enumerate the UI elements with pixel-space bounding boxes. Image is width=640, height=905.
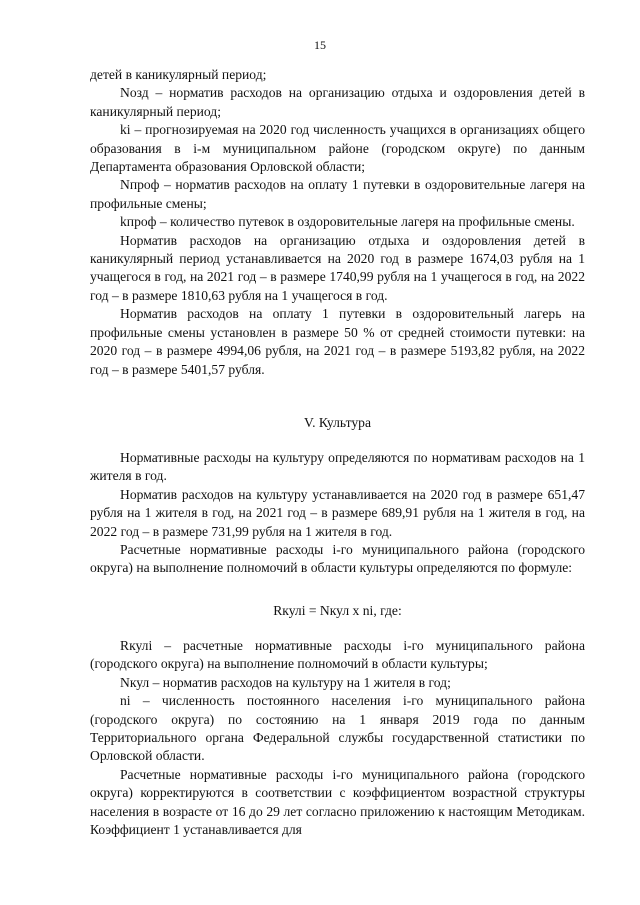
paragraph-def-rkul: Rкулi – расчетные нормативные расходы i-го муниципального района (городского округа) на выполнение полномочий в области культуры; bbox=[90, 638, 585, 672]
paragraph-continuation: детей в каникулярный период; bbox=[90, 67, 267, 82]
paragraph-def-ki: ki – прогнозируемая на 2020 год численность учащихся в организациях общего образования в i-м муниципальном районе (городском округе) по данным Департамента образования Орловской области; bbox=[90, 122, 585, 175]
text-block-education bbox=[90, 66, 585, 379]
paragraph-culture-intro: Нормативные расходы на культуру определяются по нормативам расходов на 1 жителя в год. bbox=[90, 450, 585, 484]
paragraph-def-nkul: Nкул – норматив расходов на культуру на 1 жителя в год; bbox=[120, 674, 451, 690]
paragraph-correction: Расчетные нормативные расходы i-го муниципального района (городского округа) корректируются в соответствии с коэффициентом возрастной структуры населения в возрасте от 16 до 29 лет согласно приложению к настоящим Методикам. Коэффициент 1 устанавливается для bbox=[90, 766, 585, 838]
section-heading: V. Культура bbox=[304, 415, 371, 430]
paragraph-def-nozd: Nозд – норматив расходов на организацию отдыха и оздоровления детей в каникулярный период; bbox=[90, 85, 585, 119]
paragraph-def-ni: ni – численность постоянного населения i-го муниципального района (городского округа) по состоянию на 1 января 2019 года по данным Территориального органа Федеральной службы государственной статистики по Орловской области. bbox=[90, 693, 585, 764]
paragraph-norm-rest: Норматив расходов на организацию отдыха и оздоровления детей в каникулярный период устанавливается на 2020 год в размере 1674,03 рубля на 1 учащегося в год, на 2021 год – в размере 1740,99 рубля на 1 учащегося в год, на 2022 год – в размере 1810,63 рубля на 1 учащегося в год. bbox=[90, 232, 585, 303]
paragraph-def-kprof: kпроф – количество путевок в оздоровительные лагеря на профильные смены. bbox=[120, 214, 575, 230]
paragraph-culture-formula-intro: Расчетные нормативные расходы i-го муниципального района (городского округа) на выполнение полномочий в области культуры определяются по формуле: bbox=[90, 542, 585, 576]
paragraph-norm-voucher: Норматив расходов на оплату 1 путевки в оздоровительный лагерь на профильные смены установлен в размере 50 % от средней стоимости путевки: на 2020 год – в размере 4994,06 рубля, на 2021 год – в размере 5193,82 рубля, на 2022 год – в размере 5401,57 рубля. bbox=[90, 306, 585, 377]
page-number: 15 bbox=[314, 38, 326, 52]
text-block-culture bbox=[90, 449, 585, 578]
formula: Rкулi = Nкул x ni, где: bbox=[273, 603, 402, 618]
text-block-definitions bbox=[90, 637, 585, 839]
paragraph-def-nprof: Nпроф – норматив расходов на оплату 1 путевки в оздоровительные лагеря на профильные смены; bbox=[90, 177, 585, 211]
paragraph-culture-norm: Норматив расходов на культуру устанавливается на 2020 год в размере 651,47 рубля на 1 жителя в год, на 2021 год – в размере 689,91 рубля на 1 жителя в год, на 2022 год – в размере 731,99 рубля на 1 жителя в год. bbox=[90, 486, 585, 539]
